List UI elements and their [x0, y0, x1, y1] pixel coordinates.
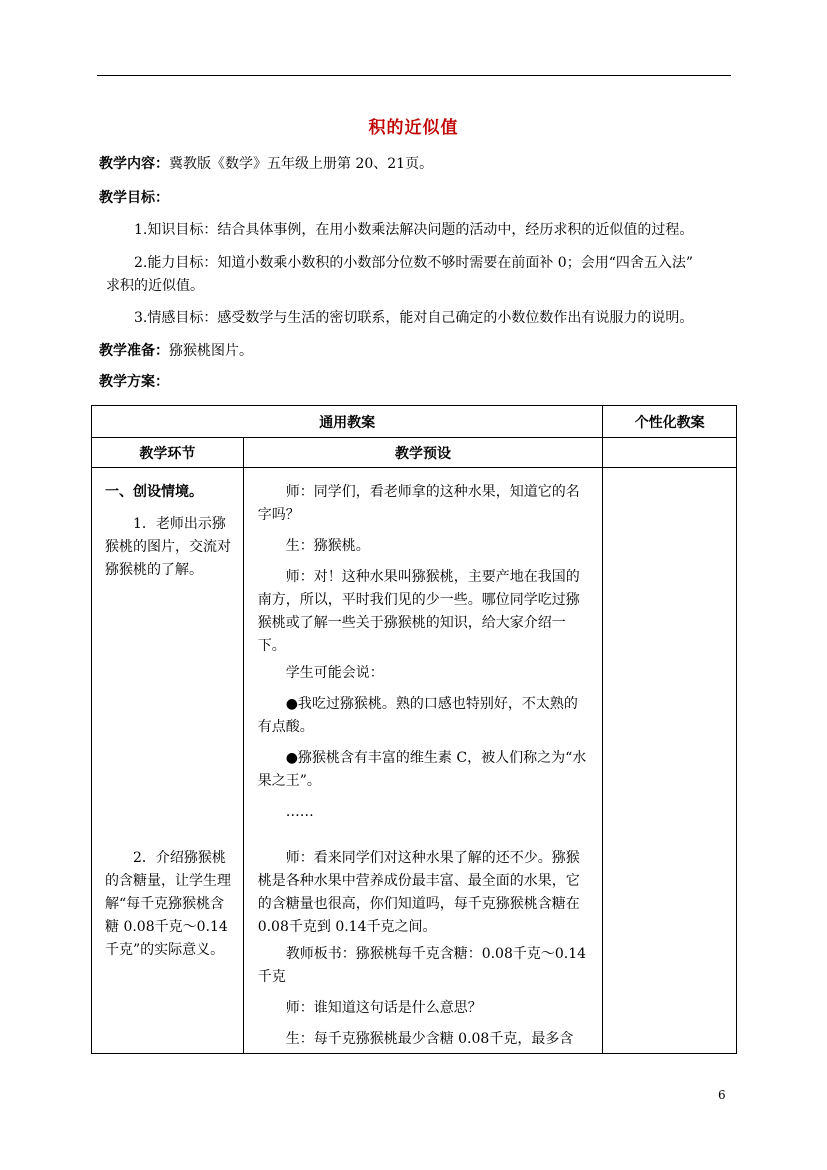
lesson-title: 积的近似值 — [368, 118, 459, 138]
stage-item-2: 2．介绍猕猴桃的含糖量，让学生理解“每千克猕猴桃含糖 0.08千克～0.14千克”的实际意义。 — [105, 850, 231, 958]
goals-label: 教学目标： — [99, 190, 169, 206]
stage-cell — [92, 468, 244, 1054]
preset-p11: 生：每千克猕猴桃最少含糖 0.08千克，最多含 — [285, 1031, 574, 1047]
subheader-stage: 教学环节 — [92, 438, 244, 468]
header-rule — [97, 75, 731, 76]
content-line — [99, 155, 433, 173]
preset-p1: 师：同学们，看老师拿的这种水果，知道它的名字吗？ — [257, 484, 580, 523]
header-personal: 个性化教案 — [603, 406, 737, 438]
personal-cell — [603, 468, 737, 1054]
plan-label: 教学方案： — [99, 374, 169, 390]
preset-p4: 学生可能会说： — [285, 665, 384, 681]
preset-p7: …… — [285, 804, 314, 820]
goal-2-line-2: 求积的近似值。 — [106, 278, 204, 294]
preset-p3: 师：对！这种水果叫猕猴桃，主要产地在我国的南方，所以，平时我们见的少一些。哪位同学吃过猕猴桃或了解一些关于猕猴桃的知识，给大家介绍一下。 — [257, 569, 580, 654]
prep-line — [99, 342, 253, 360]
goal-3: 3.情感目标：感受数学与生活的密切联系，能对自己确定的小数位数作出有说服力的说明。 — [134, 310, 694, 326]
preset-p8: 师：看来同学们对这种水果了解的还不少。猕猴桃是各种水果中营养成份最丰富、最全面的水果，它的含糖量也很高，你们知道吗，每千克猕猴桃含糖在 0.08千克到 0.14千克之间。 — [257, 850, 580, 935]
preset-p6: ●猕猴桃含有丰富的维生素 C，被人们称之为“水果之王”。 — [257, 750, 587, 789]
subheader-personal-empty — [603, 438, 737, 468]
preset-p10: 师：谁知道这句话是什么意思？ — [285, 1000, 482, 1016]
goal-2-line-1: 2.能力目标：知道小数乘小数积的小数部分位数不够时需要在前面补 0；会用“四舍五入法” — [134, 255, 694, 271]
lesson-plan-table — [91, 405, 737, 1054]
subheader-preset: 教学预设 — [243, 438, 603, 468]
preset-p2: 生：猕猴桃。 — [285, 538, 370, 554]
preset-p9: 教师板书：猕猴桃每千克含糖：0.08千克～0.14千克 — [257, 946, 587, 985]
page-number: 6 — [718, 1088, 726, 1102]
goal-1: 1.知识目标：结合具体事例，在用小数乘法解决问题的活动中，经历求积的近似值的过程。 — [134, 222, 694, 238]
content-label: 教学内容： — [99, 156, 169, 172]
header-general: 通用教案 — [92, 406, 603, 438]
preset-cell — [243, 468, 603, 1054]
content-text: 冀教版《数学》五年级上册第 20、21页。 — [169, 156, 434, 172]
preset-p5: ●我吃过猕猴桃。熟的口感也特别好，不太熟的有点酸。 — [257, 696, 578, 735]
section-1-title: 一、创设情境。 — [105, 484, 203, 500]
stage-item-1: 1．老师出示猕猴桃的图片，交流对猕猴桃的了解。 — [105, 516, 231, 578]
prep-text: 猕猴桃图片。 — [169, 343, 253, 359]
prep-label: 教学准备： — [99, 343, 169, 359]
